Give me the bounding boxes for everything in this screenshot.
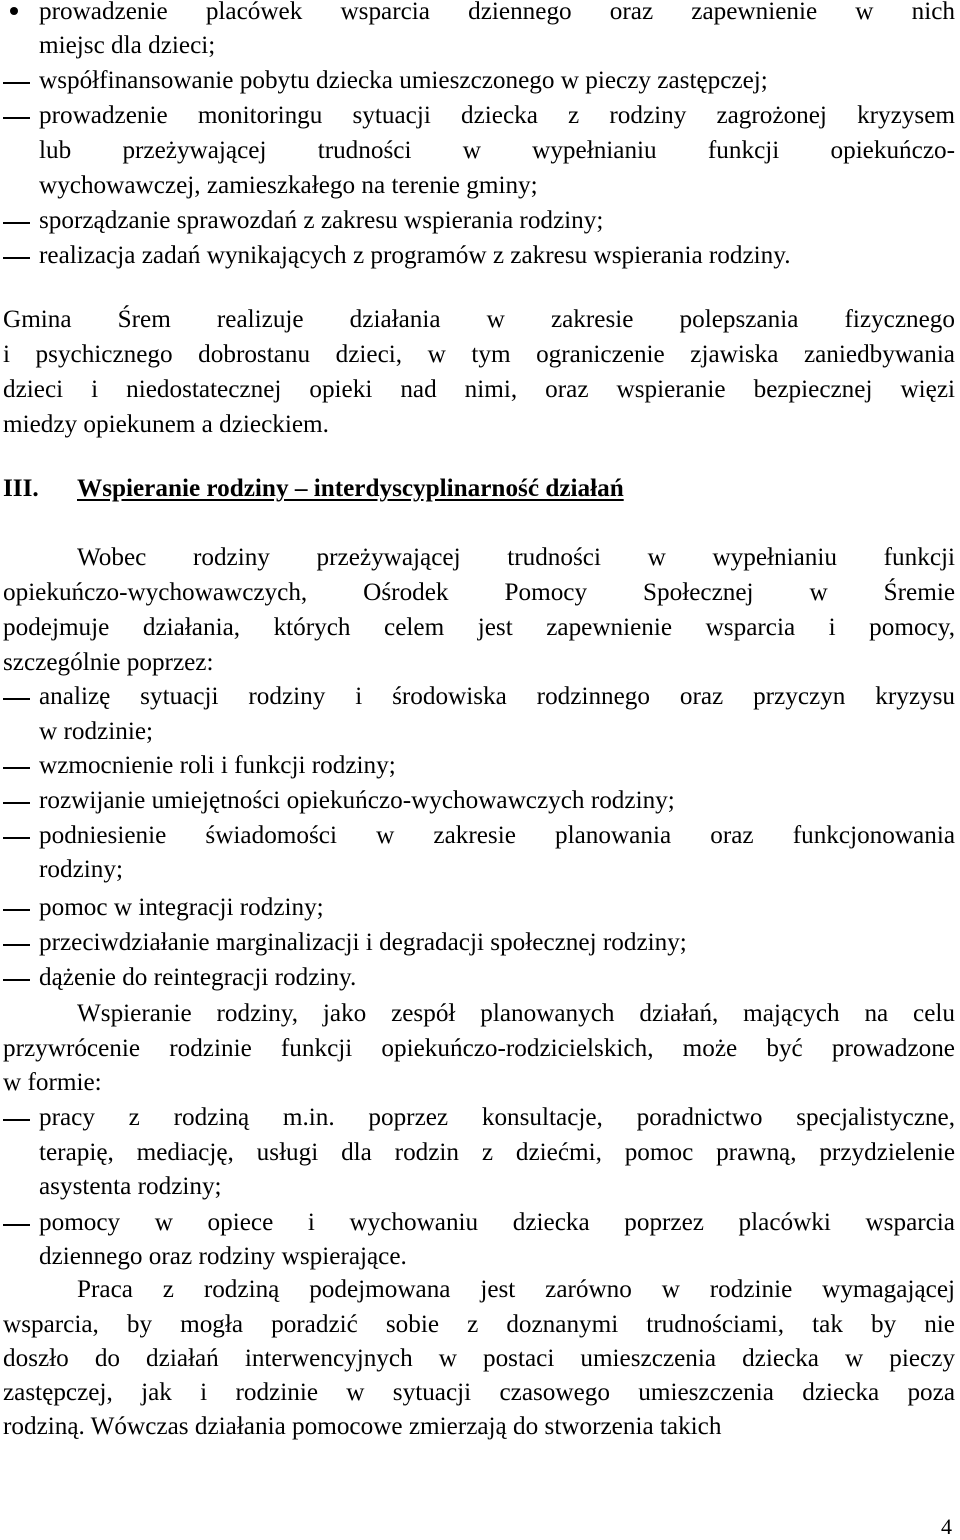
paragraph-3-line: przywrócenie rodzinie funkcji opiekuńczo-rodzicielskich, może być prowadzone	[3, 1035, 955, 1062]
paragraph-1-line: miedzy opiekunem a dzieckiem.	[3, 411, 329, 438]
list2-item-line: rodziny;	[39, 856, 123, 883]
list2-item-line: podniesienie świadomości w zakresie planowania oraz funkcjonowania	[39, 822, 955, 849]
list1-item-line: sporządzanie sprawozdań z zakresu wspierania rodziny;	[39, 207, 604, 234]
page-number: 4	[941, 1514, 952, 1539]
dash-marker	[3, 1101, 31, 1135]
paragraph-1-line: dzieci i niedostatecznej opieki nad nimi, oraz wspieranie bezpiecznej więzi	[3, 376, 955, 403]
dash-marker	[3, 204, 31, 238]
bullet-marker	[3, 0, 31, 29]
list2-item-line: analizę sytuacji rodziny i środowiska rodzinnego oraz przyczyn kryzysu	[39, 683, 955, 710]
list1-item-line: prowadzenie monitoringu sytuacji dziecka z rodziny zagrożonej kryzysem	[39, 102, 955, 129]
dash-marker	[3, 784, 31, 818]
list2-item-line: przeciwdziałanie marginalizacji i degradacji społecznej rodziny;	[39, 929, 687, 956]
list3-item-line: terapię, mediację, usługi dla rodzin z dziećmi, pomoc prawną, przydzielenie	[39, 1139, 955, 1166]
list1-item-line: lub przeżywającej trudności w wypełnianiu funkcji opiekuńczo-	[39, 137, 955, 164]
paragraph-4-line: rodziną. Wówczas działania pomocowe zmierzają do stworzenia takich	[3, 1413, 722, 1440]
list1-item-line: prowadzenie placówek wsparcia dziennego oraz zapewnienie w nich	[39, 0, 955, 25]
paragraph-4-line: zastępczej, jak i rodzinie w sytuacji czasowego umieszczenia dziecka poza	[3, 1379, 955, 1406]
dash-marker	[3, 961, 31, 995]
paragraph-4-line: doszło do działań interwencyjnych w postaci umieszczenia dziecka w pieczy	[3, 1345, 955, 1372]
paragraph-2-line: szczególnie poprzez:	[3, 649, 214, 676]
dash-marker	[3, 1206, 31, 1240]
list2-item-line: pomoc w integracji rodziny;	[39, 894, 324, 921]
list3-item-line: pracy z rodziną m.in. poprzez konsultacje, poradnictwo specjalistyczne,	[39, 1104, 955, 1131]
paragraph-1-line: Gmina Śrem realizuje działania w zakresie polepszania fizycznego	[3, 306, 955, 333]
list2-item-line: dążenie do reintegracji rodziny.	[39, 964, 357, 991]
paragraph-2-line: Wobec rodziny przeżywającej trudności w wypełnianiu funkcji	[77, 544, 955, 571]
paragraph-4-line: wsparcia, by mogła poradzić sobie z doznanymi trudnościami, tak by nie	[3, 1311, 955, 1338]
dash-marker	[3, 749, 31, 783]
list2-item-line: rozwijanie umiejętności opiekuńczo-wychowawczych rodziny;	[39, 787, 675, 814]
dash-marker	[3, 239, 31, 273]
dash-marker	[3, 819, 31, 853]
list1-item-line: wychowawczej, zamieszkałego na terenie gminy;	[39, 172, 538, 199]
section-title: Wspieranie rodziny – interdyscyplinarność działań	[77, 475, 624, 502]
dash-marker	[3, 926, 31, 960]
paragraph-3-line: Wspieranie rodziny, jako zespół planowanych działań, mających na celu	[77, 1000, 955, 1027]
list3-item-line: asystenta rodziny;	[39, 1173, 222, 1200]
dash-marker	[3, 64, 31, 98]
list1-item-line: realizacja zadań wynikających z programów z zakresu wspierania rodziny.	[39, 242, 791, 269]
paragraph-3-line: w formie:	[3, 1069, 102, 1096]
list3-item-line: pomocy w opiece i wychowaniu dziecka poprzez placówki wsparcia	[39, 1209, 955, 1236]
dash-marker	[3, 680, 31, 714]
dash-marker	[3, 99, 31, 133]
list1-item-line: miejsc dla dzieci;	[39, 32, 216, 59]
section-number: III.	[3, 475, 39, 502]
list3-item-line: dziennego oraz rodziny wspierające.	[39, 1243, 407, 1270]
paragraph-1-line: i psychicznego dobrostanu dzieci, w tym ograniczenie zjawiska zaniedbywania	[3, 341, 955, 368]
paragraph-2-line: opiekuńczo-wychowawczych, Ośrodek Pomocy Społecznej w Śremie	[3, 579, 955, 606]
dash-marker	[3, 891, 31, 925]
paragraph-4-line: Praca z rodziną podejmowana jest zarówno w rodzinie wymagającej	[77, 1276, 955, 1303]
list1-item-line: współfinansowanie pobytu dziecka umieszczonego w pieczy zastępczej;	[39, 67, 768, 94]
list2-item-line: w rodzinie;	[39, 718, 154, 745]
paragraph-2-line: podejmuje działania, których celem jest zapewnienie wsparcia i pomocy,	[3, 614, 955, 641]
list2-item-line: wzmocnienie roli i funkcji rodziny;	[39, 752, 396, 779]
